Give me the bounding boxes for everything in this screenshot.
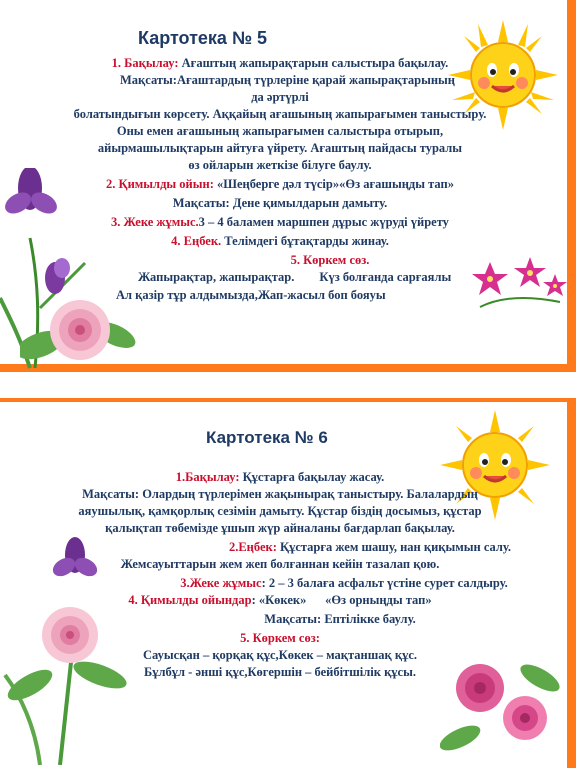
card-6-goal-line-2: аяушылық, қамқорлық сезімін дамыту. Құстар біздің досымыз, құстар (78, 504, 482, 518)
card-6-goal-line-3: қалықтап төбемізде ұшып жүр айналаны бағдарлап бақылау. (105, 521, 455, 535)
card-5-poem-line-1: Жапырақтар, жапырақтар. Күз болғанда сарғаялы (138, 270, 452, 284)
card-6-game (0, 593, 560, 608)
card-5-goal-line-4: Оны емен ағашының жапырағымен салыстыра отырып, (116, 124, 444, 138)
card-5-poem-heading: 5. Көркем сөз. (290, 253, 370, 267)
card-5-game-text: «Шеңберге дәл түсір»«Өз ағашыңды тап» (213, 177, 454, 191)
card-6-title: Картотека № 6 (206, 428, 328, 447)
card-6-poem-line-1: Сауысқан – қорқақ құс,Көкек – мақтаншақ құс. (143, 648, 417, 662)
card-5-labour-text: Телімдегі бұтақтарды жинау. (221, 234, 389, 248)
card-5-game-label: 2. Қимылды ойын: (106, 177, 214, 191)
card-5-individual-work-text: 3 – 4 баламен маршпен дұрыс жүруді үйрету (198, 215, 449, 229)
card-5-labour-label: 4. Еңбек. (171, 234, 222, 248)
card-5-individual-work-label: 3. Жеке жұмыс. (111, 215, 199, 229)
card-6-poem-heading: 5. Көркем сөз: (240, 631, 320, 645)
card-6-individual-work (64, 576, 576, 591)
card-6-observation-label: 1.Бақылау: (175, 470, 240, 484)
card-5-game-goal: Мақсаты: Дене қимылдарын дамыту. (172, 196, 388, 210)
card-5-goal-line-2: да әртүрлі (251, 90, 309, 104)
card-6-game-text: : «Көкек» «Өз орныңды тап» (251, 593, 432, 607)
card-6-individual-work-text: : 2 – 3 балаға асфальт үстіне сурет салдыру. (261, 576, 508, 590)
card-5-individual-work (0, 215, 560, 230)
card-5-title: Картотека № 5 (138, 28, 268, 48)
card-6-individual-work-label: 3.Жеке жұмыс (180, 576, 262, 590)
card-5-game (0, 177, 560, 192)
card-6-labour-text: Құстарға жем шашу, нан қиқымын салу. (276, 540, 512, 554)
card-5-goal-line-1: Мақсаты:Ағаштардың түрлеріне қарай жапырақтарының (120, 73, 455, 87)
card-5-goal-line-5: айырмашылықтарын айтуға үйрету. Ағаштың пайдасы туралы (97, 141, 463, 155)
card-6-game-goal: Мақсаты: Ептілікке баулу. (264, 612, 416, 626)
card-5-labour (0, 234, 560, 249)
card-5-observation-text: Ағаштың жапырақтарын салыстыра бақылау. (178, 56, 449, 70)
card-6-labour-label: 2.Еңбек: (228, 540, 277, 554)
card-6-labour (90, 540, 576, 555)
card-5-goal-line-6: өз ойларын жеткізе білуге баулу. (188, 158, 372, 172)
card-6-goal-line-1: Мақсаты: Олардың түрлерімен жақынырақ таныстыру. Балалардың (82, 487, 478, 501)
card-6-labour-text-2: Жемсауыттарын жем жеп болғаннан кейін тазалап қою. (120, 557, 440, 571)
card-6-game-label: 4. Қимылды ойындар (128, 593, 252, 607)
card-5-observation (0, 56, 560, 71)
card-6-observation (0, 470, 560, 485)
card-6-poem-line-2: Бұлбұл - әнші құс,Көгершін – бейбітшілік құсы. (144, 665, 416, 679)
card-6-observation-text: Құстарға бақылау жасау. (239, 470, 385, 484)
card-5-poem-line-2: Ал қазір тұр алдымызда,Жап-жасыл боп бояуы (116, 288, 386, 302)
card-5-goal-line-3: болатындығын көрсету. Аққайың ағашының жапырағымен таныстыру. (73, 107, 487, 121)
card-5-observation-label: 1. Бақылау: (111, 56, 179, 70)
